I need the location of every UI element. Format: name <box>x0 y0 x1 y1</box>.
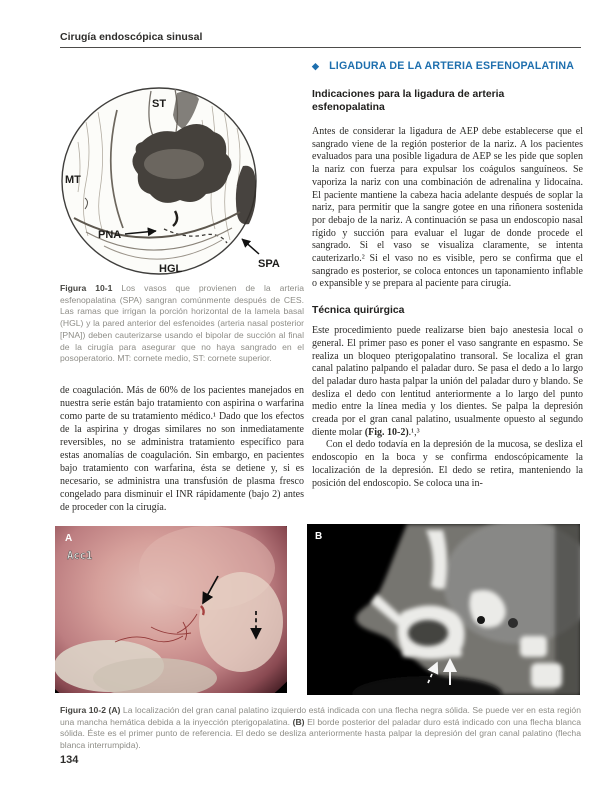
figure-10-2-text-a: La localización del gran canal palatino izquierdo está indicada con una flecha negra sólida. Se puede ver en esta región una mancha hemática debida a la inyección pterigopalatina. <box>60 705 581 727</box>
figure1-label-hgl: HGL <box>159 263 183 275</box>
figure-10-2-marker-a: (A) <box>108 705 121 715</box>
figure1-label-spa: SPA <box>258 258 280 270</box>
figure-reference: (Fig. 10-2) <box>364 426 409 438</box>
technique-paragraph-2: Con el dedo todavía en la depresión de la mucosa, se desliza el endoscopio en la boca y se confirma endoscópicamente la localización de la depresión. El dedo se retira, manteniendo la posición del endoscopio. Se coloca una in- <box>312 439 583 489</box>
figure1-label-mt: MT <box>65 174 81 186</box>
tech-heading: Técnica quirúrgica <box>312 305 405 317</box>
figure-10-1-caption-label: Figura 10-1 <box>60 283 113 293</box>
figure-10-2-text-b: El borde posterior del paladar duro está indicado con una flecha blanca sólida. Éste es el primer punto de referencia. El dedo se desliza anteriormente hasta palpar la depresión del gran canal palatino (flecha blanca interrumpida). <box>60 716 581 751</box>
diamond-bullet-icon: ◆ <box>312 61 320 71</box>
figure-10-2a-photo <box>55 526 287 693</box>
figure1-label-st: ST <box>152 98 167 110</box>
section-heading-row <box>312 60 583 72</box>
indications-paragraph: Antes de considerar la ligadura de AEP debe establecerse que el sangrado viene de la región posterior de la nariz. A los pacientes evaluados para una posible ligadura de AEP se les pide que soplen la nariz con fuerza para expulsar los coágulos sanguíneos. Se vaporiza la nariz con una combinación de adrenalina y lidocaína. El paciente mantiene la cabeza hacia adelante después de soplar la nariz, para permitir que la sangre gotee en una riñonera sostenida por debajo de la nariz. A continuación se pasa un endoscopio nasal rígido y succión para evaluar el lugar de donde procede el sangrado. Si el vaso se visualiza claramente, se intenta cauterizarlo.² Si el vaso no es visible, pero se confirma que el sangrado es posterior, se coloca entonces un taponamiento inflable o expansible y se prepara al paciente para cirugía. <box>312 126 583 290</box>
left-column <box>56 80 304 524</box>
left-column-paragraph: de coagulación. Más de 60% de los pacientes manejados en nuestra serie están bajo tratamiento con aspirina o warfarina como parte de su tratamiento médico.¹ Dado que los efectos de la aspirina y drogas similares no son inmediatamente reversibles, no se administra tratamiento específico para estas anomalías de coagulación. Sin embargo, en pacientes bajo tratamiento con warfarina, ésta se detiene y, si es necesario, se administra una transfusión de plasma fresco congelado para disminuir el INR rápidamente (bajo 2) antes de proceder con la cirugía. <box>60 384 304 513</box>
figure1-label-pna: PNA <box>98 229 122 241</box>
technique-paragraph-1-text: Este procedimiento puede realizarse bien bajo anestesia local o general. El primer paso es poner el vaso sangrante en espasmo. Se realiza un bloqueo pterigopalatino transoral. Se localiza el gran canal palatino palpando el paladar duro. Se pasa el dedo a lo largo del paladar duro hasta palpar la unión del paladar duro y blando. Se desliza el dedo con lentitud anteriormente a lo largo del punto medio entre la línea media y los dientes. Se palpa la depresión creada por el gran canal palatino, usualmente opuesto al segundo diente molar <box>312 325 583 438</box>
figure-10-2-marker-b: (B) <box>292 716 305 727</box>
right-column <box>312 60 583 490</box>
figure-10-2b-ct-scan <box>307 524 580 695</box>
sub-heading: Indicaciones para la ligadura de arteria esfenopalatina <box>312 89 505 113</box>
scope-overlay-text: Acc1 <box>67 550 93 562</box>
figure-10-2-caption-label: Figura 10-2 <box>60 705 106 715</box>
panel-b-label: B <box>315 531 323 542</box>
figure-10-1-drawing <box>56 80 304 278</box>
figure-10-1-caption-text: Los vasos que provienen de la arteria esfenopalatina (SPA) sangran comúnmente después de CES. Las ramas que irrigan la porción horizontal de la lamela basal (HGL) y la pared anterior del esfenoides (arteria nasal posterior [PNA]) deben cauterizarse usando el bipolar de succión al final de la cirugía para asegurar que no haya sangrado en el posoperatorio. MT: cornete medio, ST: cornete superior. <box>60 283 304 364</box>
panel-a-label: A <box>65 533 73 544</box>
technique-paragraph-1-refs: .¹,³ <box>408 426 420 438</box>
figure-10-2-caption <box>60 705 581 752</box>
running-header: Cirugía endoscópica sinusal <box>60 31 203 43</box>
page-number: 134 <box>60 754 79 766</box>
section-heading: LIGADURA DE LA ARTERIA ESFENOPALATINA <box>329 60 575 72</box>
figure-10-1-caption <box>56 283 304 365</box>
header-rule <box>60 47 581 48</box>
technique-paragraph-1 <box>312 325 583 439</box>
